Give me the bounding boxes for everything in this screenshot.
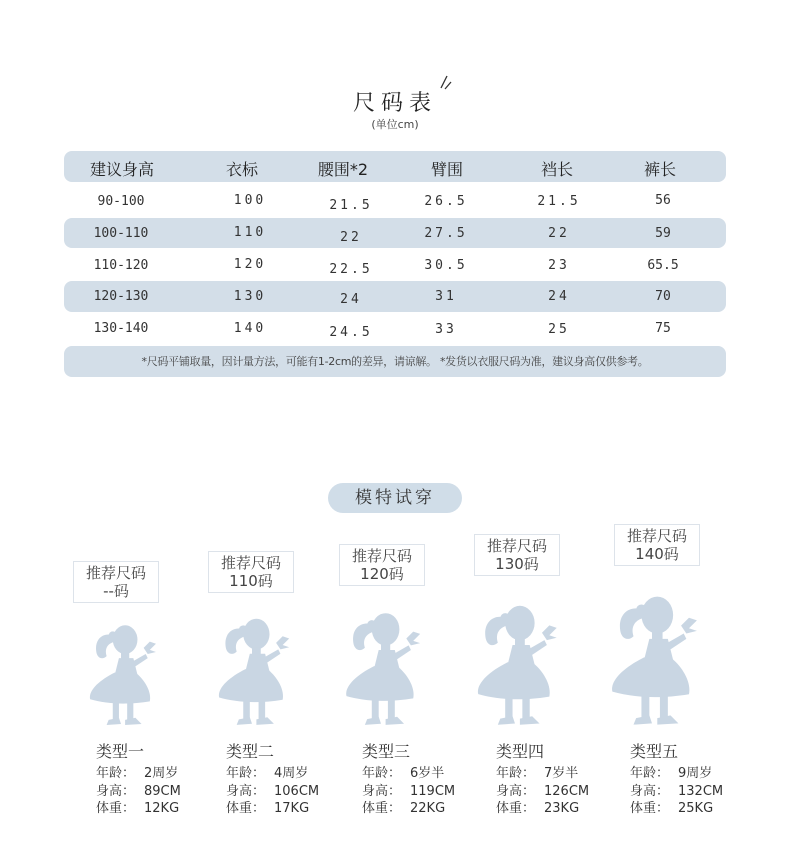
cell: 24.5 xyxy=(329,325,373,340)
height-label: 身高： xyxy=(496,783,536,799)
table-row xyxy=(64,254,726,284)
recommended-size-value: 120码 xyxy=(360,565,404,583)
cell: 22 xyxy=(548,226,570,241)
table-row xyxy=(64,222,726,252)
height-value: 126CM xyxy=(544,783,590,799)
age-label: 年龄： xyxy=(362,766,402,781)
model-type: 类型二 xyxy=(226,742,275,761)
weight-value: 23KG xyxy=(544,801,580,816)
age-label: 年龄： xyxy=(630,766,670,781)
cell: 56 xyxy=(655,193,671,208)
weight-label: 体重： xyxy=(96,801,136,816)
size-table-header xyxy=(64,151,726,182)
cell: 26.5 xyxy=(424,194,468,209)
cell: 110 xyxy=(233,225,267,240)
cell: 24 xyxy=(340,292,362,307)
cell: 65.5 xyxy=(647,258,679,273)
table-row xyxy=(64,286,726,316)
cell: 27.5 xyxy=(424,226,468,241)
age-value: 2周岁 xyxy=(144,766,179,781)
weight-label: 体重： xyxy=(496,801,536,816)
model-info xyxy=(630,765,723,818)
cell: 110-120 xyxy=(93,258,149,273)
header-crotch: 裆长 xyxy=(540,160,573,179)
model-silhouette-icon xyxy=(466,596,564,726)
weight-value: 25KG xyxy=(678,801,714,816)
weight-value: 12KG xyxy=(144,801,180,816)
unit-label: (单位cm) xyxy=(371,118,419,131)
header-pants: 裤长 xyxy=(643,160,676,179)
model-silhouette-icon xyxy=(210,610,294,726)
recommended-size-box xyxy=(73,561,159,603)
age-value: 6岁半 xyxy=(410,766,445,781)
cell: 90-100 xyxy=(97,194,145,209)
age-label: 年龄： xyxy=(226,766,266,781)
weight-value: 17KG xyxy=(274,801,310,816)
model-info xyxy=(96,765,181,818)
age-label: 年龄： xyxy=(496,766,536,781)
model-type: 类型四 xyxy=(496,742,545,761)
height-label: 身高： xyxy=(96,783,136,799)
cell: 140 xyxy=(233,321,267,336)
height-value: 119CM xyxy=(410,783,456,799)
model-type: 类型一 xyxy=(96,742,145,761)
recommended-size-value: 110码 xyxy=(229,572,273,590)
recommended-size-label: 推荐尺码 xyxy=(220,554,281,572)
recommended-size-label: 推荐尺码 xyxy=(85,564,146,582)
recommended-size-box xyxy=(614,524,700,566)
age-label: 年龄： xyxy=(96,766,136,781)
weight-value: 22KG xyxy=(410,801,446,816)
cell: 59 xyxy=(655,226,671,241)
cell: 21.5 xyxy=(329,198,373,213)
header-label: 衣标 xyxy=(225,160,258,179)
recommended-size-value: 140码 xyxy=(635,545,679,563)
table-row xyxy=(64,318,726,348)
recommended-size-box xyxy=(339,544,425,586)
model-silhouette-icon xyxy=(82,617,160,726)
model-info xyxy=(362,765,455,818)
recommended-size-label: 推荐尺码 xyxy=(486,537,547,555)
recommended-size-value: --码 xyxy=(103,582,129,600)
header-waist: 腰围*2 xyxy=(317,160,369,179)
cell: 130 xyxy=(233,289,267,304)
size-chart-title: 尺码表 xyxy=(352,91,437,116)
cell: 23 xyxy=(548,258,570,273)
model-silhouette-icon xyxy=(600,586,704,726)
height-value: 106CM xyxy=(274,783,320,799)
cell: 22 xyxy=(340,230,362,245)
age-value: 4周岁 xyxy=(274,766,309,781)
height-value: 132CM xyxy=(678,783,724,799)
cell: 120 xyxy=(233,257,267,272)
recommended-size-label: 推荐尺码 xyxy=(351,547,412,565)
cell: 130-140 xyxy=(93,321,149,336)
height-label: 身高： xyxy=(630,783,670,799)
recommended-size-box xyxy=(208,551,294,593)
model-info xyxy=(226,765,319,818)
age-value: 7岁半 xyxy=(544,766,579,781)
cell: 75 xyxy=(655,321,671,336)
cell: 22.5 xyxy=(329,262,373,277)
weight-label: 体重： xyxy=(226,801,266,816)
model-silhouette-icon xyxy=(336,604,426,726)
cell: 21.5 xyxy=(537,194,581,209)
recommended-size-value: 130码 xyxy=(495,555,539,573)
table-row xyxy=(64,190,726,220)
cell: 70 xyxy=(655,289,671,304)
cell: 120-130 xyxy=(93,289,149,304)
model-type: 类型三 xyxy=(362,742,411,761)
cell: 100-110 xyxy=(93,226,149,241)
header-arm: 臂围 xyxy=(430,160,463,179)
height-label: 身高： xyxy=(226,783,266,799)
model-type: 类型五 xyxy=(630,742,679,761)
header-height: 建议身高 xyxy=(89,160,154,179)
sparkle-decoration-icon xyxy=(438,74,452,90)
height-value: 89CM xyxy=(144,783,181,799)
cell: 100 xyxy=(233,193,267,208)
recommended-size-box xyxy=(474,534,560,576)
height-label: 身高： xyxy=(362,783,402,799)
cell: 24 xyxy=(548,289,570,304)
section-title: 模特试穿 xyxy=(328,483,462,513)
age-value: 9周岁 xyxy=(678,766,713,781)
weight-label: 体重： xyxy=(630,801,670,816)
size-note: *尺码平铺取量，因计量方法，可能有1-2cm的差异，请谅解。 *发货以衣服尺码为准，建议身高仅供参考。 xyxy=(64,346,726,377)
recommended-size-label: 推荐尺码 xyxy=(626,527,687,545)
cell: 25 xyxy=(548,322,570,337)
cell: 31 xyxy=(435,289,457,304)
weight-label: 体重： xyxy=(362,801,402,816)
model-info xyxy=(496,765,589,818)
cell: 33 xyxy=(435,322,457,337)
cell: 30.5 xyxy=(424,258,468,273)
